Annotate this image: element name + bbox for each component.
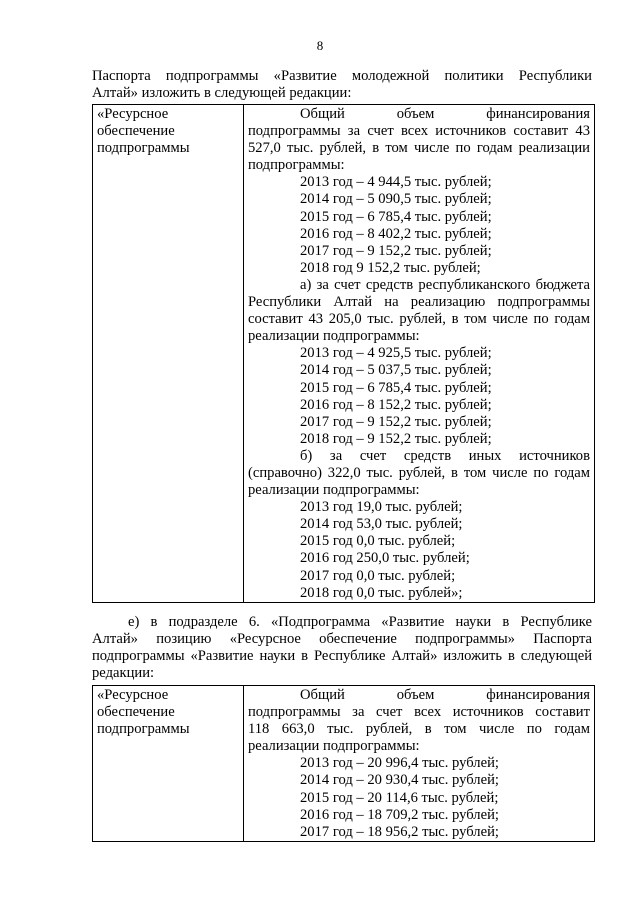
source-a-line: Республики Алтай на реализацию подпрограммы <box>248 294 590 311</box>
resource-table-youth-policy <box>92 104 595 603</box>
year-line: 2016 год 250,0 тыс. рублей; <box>300 550 470 567</box>
label-line: подпрограммы <box>97 140 190 157</box>
source-b-line: (справочно) 322,0 тыс. рублей, в том числе по годам <box>248 464 590 481</box>
year-line: 2015 год 0,0 тыс. рублей; <box>300 533 456 550</box>
label-line: подпрограммы <box>97 721 190 738</box>
total-line: 118 663,0 тыс. рублей, в том числе по годам <box>248 721 590 738</box>
year-line: 2014 год 53,0 тыс. рублей; <box>300 516 463 533</box>
source-a-line: составит 43 205,0 тыс. рублей, в том числе по годам <box>248 311 590 328</box>
total-line: подпрограммы: <box>248 157 345 174</box>
year-line: 2013 год – 4 925,5 тыс. рублей; <box>300 345 492 362</box>
resource-table-science <box>92 685 595 842</box>
year-line: 2015 год – 6 785,4 тыс. рублей; <box>300 208 492 225</box>
label-line: обеспечение <box>97 123 175 140</box>
year-line: 2016 год – 18 709,2 тыс. рублей; <box>300 806 499 823</box>
total-line: 527,0 тыс. рублей, в том числе по годам реализации <box>248 140 590 157</box>
intro-line: Алтай» изложить в следующей редакции: <box>92 85 352 101</box>
label-line: «Ресурсное <box>97 106 169 122</box>
year-line: 2018 год 0,0 тыс. рублей»; <box>300 584 463 601</box>
total-line: подпрограммы за счет всех источников составит 43 <box>248 123 590 140</box>
item-e-line: подпрограммы «Развитие науки в Республике Алтай» изложить в следующей <box>92 648 592 664</box>
resource-label-cell <box>93 105 244 603</box>
year-line: 2013 год 19,0 тыс. рублей; <box>300 499 463 516</box>
year-line: 2016 год – 8 152,2 тыс. рублей; <box>300 396 492 413</box>
year-line: 2014 год – 20 930,4 тыс. рублей; <box>300 772 499 789</box>
total-line: реализации подпрограммы: <box>248 738 420 755</box>
source-a-line: реализации подпрограммы: <box>248 328 420 345</box>
item-e-line: редакции: <box>92 665 155 681</box>
item-e-line: Алтай» позицию «Ресурсное обеспечение подпрограммы» Паспорта <box>92 631 592 647</box>
year-line: 2017 год – 9 152,2 тыс. рублей; <box>300 242 492 259</box>
year-line: 2017 год 0,0 тыс. рублей; <box>300 567 456 584</box>
total-line: Общий объем финансирования <box>300 687 590 703</box>
source-b-line: реализации подпрограммы: <box>248 482 420 499</box>
year-line: 2017 год – 9 152,2 тыс. рублей; <box>300 413 492 430</box>
year-line: 2017 год – 18 956,2 тыс. рублей; <box>300 823 499 840</box>
year-line: 2013 год – 20 996,4 тыс. рублей; <box>300 755 499 772</box>
year-line: 2014 год – 5 037,5 тыс. рублей; <box>300 362 492 379</box>
intro-line: Паспорта подпрограммы «Развитие молодежной политики Республики <box>92 68 592 84</box>
year-line: 2013 год – 4 944,5 тыс. рублей; <box>300 174 492 191</box>
intro-paragraph <box>92 68 592 102</box>
source-b-line: б) за счет средств иных источников <box>300 447 590 464</box>
label-line: обеспечение <box>97 704 175 721</box>
year-line: 2015 год – 20 114,6 тыс. рублей; <box>300 789 499 806</box>
resource-content-cell <box>244 686 595 842</box>
year-line: 2014 год – 5 090,5 тыс. рублей; <box>300 191 492 208</box>
total-line: Общий объем финансирования <box>300 106 590 122</box>
resource-label-cell <box>93 686 244 842</box>
page-number: 8 <box>316 38 324 53</box>
year-line: 2016 год – 8 402,2 тыс. рублей; <box>300 225 492 242</box>
year-line: 2015 год – 6 785,4 тыс. рублей; <box>300 379 492 396</box>
label-line: «Ресурсное <box>97 687 169 703</box>
source-a-line: а) за счет средств республиканского бюджета <box>300 276 590 293</box>
item-e-paragraph <box>92 614 592 682</box>
year-line: 2018 год 9 152,2 тыс. рублей; <box>300 259 481 276</box>
item-e-line: е) в подразделе 6. «Подпрограмма «Развитие науки в Республике <box>128 614 592 630</box>
resource-content-cell <box>244 105 595 603</box>
total-line: подпрограммы за счет всех источников составит <box>248 704 590 721</box>
year-line: 2018 год – 9 152,2 тыс. рублей; <box>300 430 492 447</box>
